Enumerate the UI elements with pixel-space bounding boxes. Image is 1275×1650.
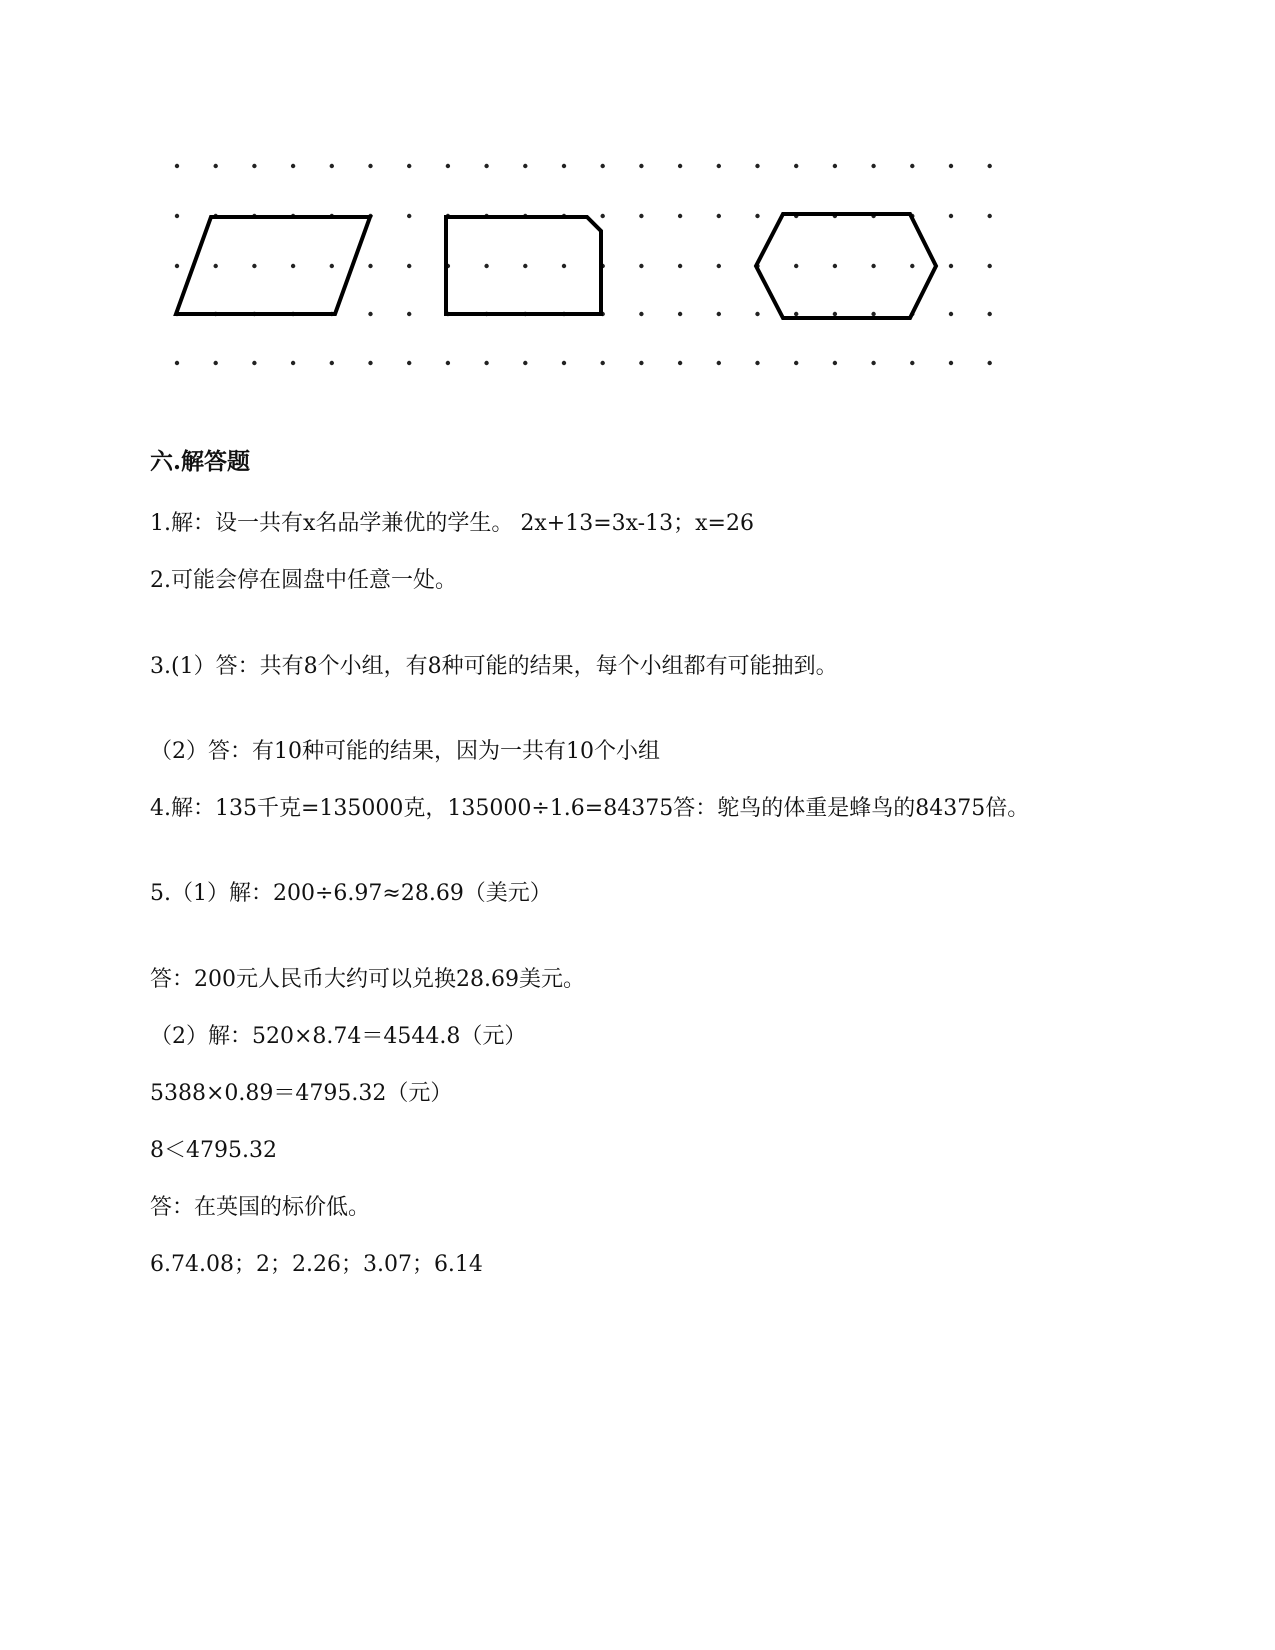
grid-dot	[678, 312, 682, 316]
grid-dot	[252, 264, 256, 268]
grid-dot	[988, 214, 992, 218]
grid-dot	[794, 361, 798, 365]
grid-dot	[639, 214, 643, 218]
grid-dot	[639, 312, 643, 316]
grid-dot	[755, 164, 759, 168]
grid-dot	[291, 361, 295, 365]
grid-dot	[562, 361, 566, 365]
grid-dot	[988, 312, 992, 316]
grid-dot	[794, 164, 798, 168]
answer-line-1: 1.解：设一共有x名品学兼优的学生。 2x+13=3x-13；x=26	[150, 511, 754, 536]
grid-dot	[833, 164, 837, 168]
grid-dot	[407, 264, 411, 268]
grid-dot	[484, 361, 488, 365]
grid-dot	[368, 312, 372, 316]
grid-dot	[910, 361, 914, 365]
grid-dot	[368, 264, 372, 268]
grid-dot	[833, 312, 837, 316]
grid-dot	[910, 264, 914, 268]
answer-line-3: 3.(1）答：共有8个小组，有8种可能的结果，每个小组都有可能抽到。	[150, 654, 838, 679]
grid-dot	[794, 264, 798, 268]
grid-dot	[949, 164, 953, 168]
grid-dot	[678, 361, 682, 365]
answer-line-5-2: （2）解：520×8.74＝4544.8（元）	[150, 1024, 527, 1049]
grid-dot	[988, 264, 992, 268]
grid-dot	[330, 164, 334, 168]
parallelogram-shape	[176, 217, 370, 314]
grid-dot	[639, 361, 643, 365]
grid-dot	[717, 312, 721, 316]
grid-dot	[678, 214, 682, 218]
answer-line-6: 6.74.08；2；2.26；3.07；6.14	[150, 1252, 483, 1277]
grid-dot	[601, 164, 605, 168]
grid-dot	[175, 214, 179, 218]
grid-dot	[214, 361, 218, 365]
grid-dot	[523, 361, 527, 365]
grid-dot	[407, 312, 411, 316]
grid-dot	[330, 361, 334, 365]
grid-dot	[755, 361, 759, 365]
answer-line-2: 2.可能会停在圆盘中任意一处。	[150, 568, 457, 593]
grid-dot	[678, 164, 682, 168]
grid-dot	[601, 214, 605, 218]
grid-dot	[988, 361, 992, 365]
grid-dot	[330, 264, 334, 268]
grid-dot	[949, 214, 953, 218]
grid-dot	[407, 361, 411, 365]
grid-dot	[755, 214, 759, 218]
grid-dot	[175, 361, 179, 365]
answer-line-5-answer: 答：200元人民币大约可以兑换28.69美元。	[150, 967, 585, 992]
grid-dot	[717, 164, 721, 168]
grid-dot	[523, 264, 527, 268]
grid-dot	[871, 164, 875, 168]
grid-dot	[717, 264, 721, 268]
grid-dot	[678, 264, 682, 268]
grid-dot	[833, 361, 837, 365]
grid-dot	[755, 312, 759, 316]
grid-dot	[601, 361, 605, 365]
answer-line-4: 4.解：135千克=135000克，135000÷1.6=84375答：鸵鸟的体重是蜂鸟的84375倍。	[150, 796, 1030, 821]
grid-dot	[639, 264, 643, 268]
grid-dot	[175, 264, 179, 268]
grid-dot	[368, 361, 372, 365]
grid-dot	[910, 164, 914, 168]
grid-dot	[407, 164, 411, 168]
grid-dot	[562, 164, 566, 168]
grid-dot	[949, 312, 953, 316]
grid-dot	[446, 164, 450, 168]
dot-grid	[175, 164, 992, 365]
hexagon-shape	[756, 214, 936, 318]
answer-line-5: 5.（1）解：200÷6.97≈28.69（美元）	[150, 881, 552, 906]
grid-dot	[252, 164, 256, 168]
grid-dot	[484, 164, 488, 168]
grid-dot	[368, 164, 372, 168]
answer-line-3-2: （2）答：有10种可能的结果，因为一共有10个小组	[150, 739, 660, 764]
grid-dot	[446, 361, 450, 365]
grid-dot	[949, 264, 953, 268]
grid-dot	[523, 164, 527, 168]
answer-line-5-2-answer: 答：在英国的标价低。	[150, 1195, 371, 1220]
grid-dot	[717, 214, 721, 218]
grid-dot	[717, 361, 721, 365]
grid-dot	[214, 264, 218, 268]
grid-dot	[949, 361, 953, 365]
grid-dot	[639, 164, 643, 168]
grid-dot	[252, 361, 256, 365]
answer-line-5-2-calc: 5388×0.89＝4795.32（元）	[150, 1081, 453, 1106]
grid-dot	[175, 164, 179, 168]
grid-dot	[484, 264, 488, 268]
grid-dot	[988, 164, 992, 168]
grid-dot	[407, 214, 411, 218]
grid-dot	[794, 312, 798, 316]
grid-dot	[833, 264, 837, 268]
grid-dot	[214, 164, 218, 168]
answer-line-5-2-compare: 8＜4795.32	[150, 1138, 277, 1163]
grid-dot	[871, 361, 875, 365]
grid-dot	[291, 264, 295, 268]
section-heading: 六.解答题	[150, 448, 251, 475]
dot-grid-figure	[0, 0, 1275, 400]
grid-dot	[871, 264, 875, 268]
grid-dot	[291, 164, 295, 168]
grid-dot	[562, 264, 566, 268]
grid-dot	[871, 312, 875, 316]
